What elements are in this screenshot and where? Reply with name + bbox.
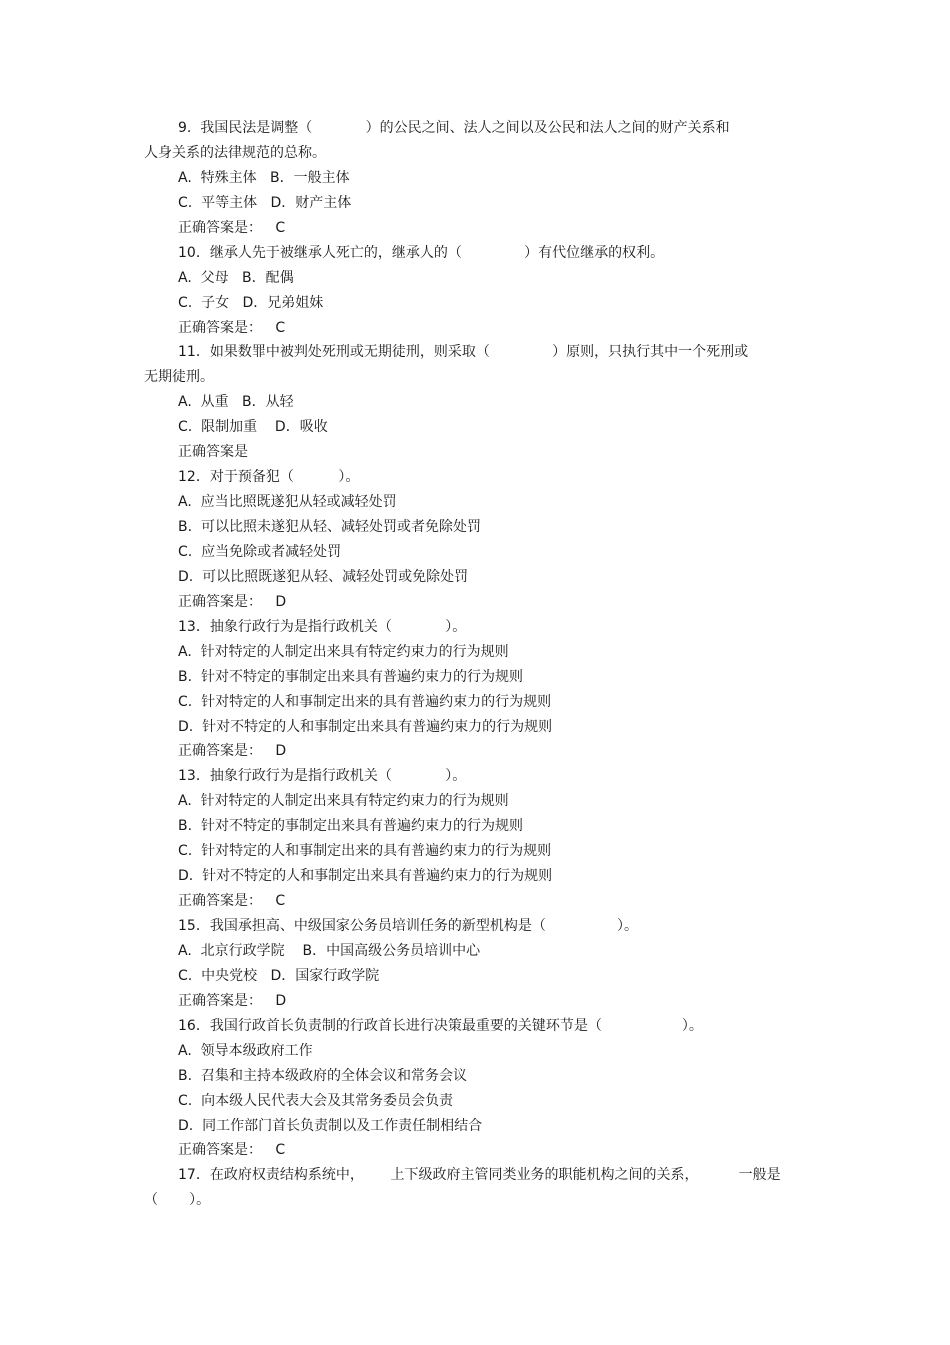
text-line: 正确答案是： C [178,1142,286,1159]
text-line: C. 针对特定的人和事制定出来的具有普遍约束力的行为规则 [178,843,552,860]
text-line: A. 应当比照既遂犯从轻或减轻处罚 [178,494,397,511]
text-line: A. 针对特定的人制定出来具有特定约束力的行为规则 [178,793,509,810]
text-line: B. 召集和主持本级政府的全体会议和常务会议 [178,1067,467,1084]
text-line: A. 父母 B．配偶 [178,269,294,286]
text-line: 人身关系的法律规范的总称。 [144,144,326,161]
text-line: B. 针对不特定的事制定出来具有普遍约束力的行为规则 [178,818,523,835]
text-line: 9. 我国民法是调整（ ）的公民之间、法人之间以及公民和法人之间的财产关系和 [178,120,730,136]
text-line: 12．对于预备犯（ ）。 [178,469,360,486]
text-line: C. 针对特定的人和事制定出来的具有普遍约束力的行为规则 [178,693,552,710]
text-line: D. 同工作部门首长负责制以及工作责任制相结合 [178,1117,483,1134]
text-line: 正确答案是： D [178,992,287,1009]
text-line: 10．继承人先于被继承人死亡的，继承人的（ ）有代位继承的权利。 [178,244,665,261]
text-line: 17．在政府权责结构系统中， 上下级政府主管同类业务的职能机构之间的关系， 一般是 [178,1167,781,1184]
text-line: C. 平等主体 D．财产主体 [178,194,352,211]
text-line: 16．我国行政首长负责制的行政首长进行决策最重要的关键环节是（ ）。 [178,1017,703,1034]
text-line: A. 针对特定的人制定出来具有特定约束力的行为规则 [178,643,509,660]
text-line: 正确答案是 [178,444,248,461]
text-line: 无期徒刑。 [144,369,214,386]
text-line: B. 可以比照未遂犯从轻、减轻处罚或者免除处罚 [178,519,481,535]
text-line: D. 针对不特定的人和事制定出来具有普遍约束力的行为规则 [178,718,553,735]
text-line: 13．抽象行政行为是指行政机关（ ）。 [178,768,467,785]
text-line: 15．我国承担高、中级国家公务员培训任务的新型机构是（ ）。 [178,918,639,934]
text-line: D. 可以比照既遂犯从轻、减轻处罚或免除处罚 [178,568,469,585]
text-line: A. 从重 B．从轻 [178,394,294,411]
text-line: C. 子女 D．兄弟姐妹 [178,294,324,311]
text-line: 正确答案是： D [178,593,287,610]
text-line: B. 针对不特定的事制定出来具有普遍约束力的行为规则 [178,668,523,685]
text-line: （ ）。 [144,1192,211,1209]
text-line: C. 限制加重 D．吸收 [178,419,328,436]
text-line: 11．如果数罪中被判处死刑或无期徒刑，则采取（ ）原则，只执行其中一个死刑或 [178,344,749,361]
text-line: C. 向本级人民代表大会及其常务委员会负责 [178,1092,454,1109]
text-line: C. 应当免除或者减轻处罚 [178,543,342,560]
text-line: D. 针对不特定的人和事制定出来具有普遍约束力的行为规则 [178,868,553,885]
text-line: C. 中央党校 D．国家行政学院 [178,967,380,984]
text-line: A. 北京行政学院 B．中国高级公务员培训中心 [178,942,481,959]
text-line: 正确答案是： D [178,743,287,760]
text-line: 正确答案是： C [178,219,286,236]
text-line: 正确答案是： C [178,319,286,336]
text-line: A. 特殊主体 B．一般主体 [178,169,350,186]
document-body [0,116,950,1213]
text-line: 正确答案是： C [178,893,286,910]
text-line: 13．抽象行政行为是指行政机关（ ）。 [178,618,467,635]
text-line: A. 领导本级政府工作 [178,1042,313,1059]
